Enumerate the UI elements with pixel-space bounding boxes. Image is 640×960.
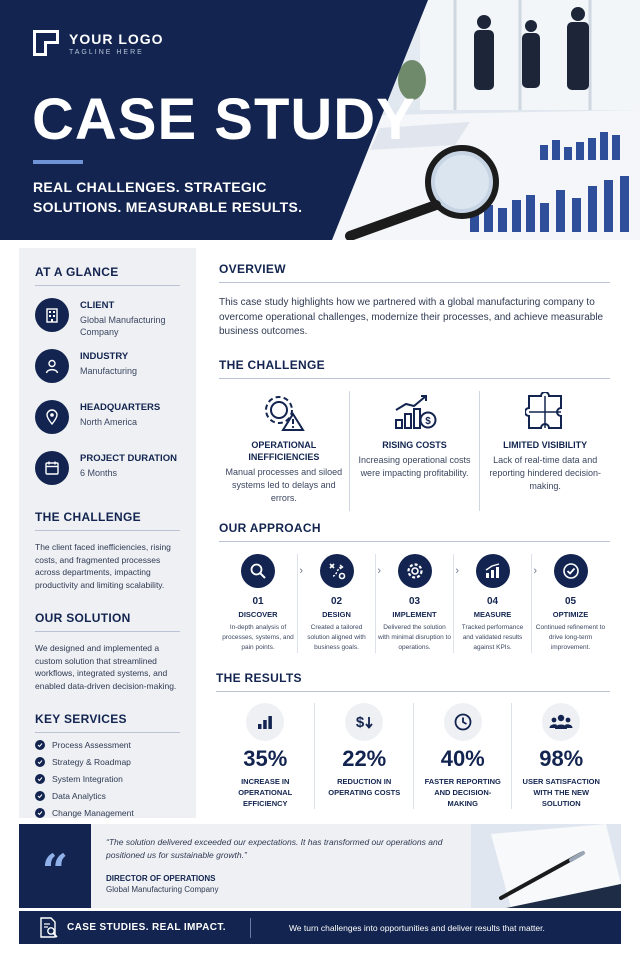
check-icon — [35, 808, 45, 818]
challenge-desc: Increasing operational costs were impacting profitability. — [358, 454, 471, 478]
logo-square-icon — [33, 30, 59, 56]
result-item — [314, 703, 413, 809]
notebook-pen-photo — [471, 824, 621, 908]
result-item — [216, 703, 314, 809]
result-label: INCREASE IN OPERATIONAL EFFICIENCY — [238, 776, 293, 808]
results-heading: THE RESULTS — [216, 671, 610, 692]
overview-text: This case study highlights how we partnered with a global manufacturing company to overcome operational challenges, modernize their processes, and achieve measurable business outcomes. — [219, 297, 604, 337]
approach-step — [375, 554, 459, 653]
clock-icon — [444, 703, 482, 741]
puzzle-icon — [486, 391, 604, 433]
service-label: Data Analytics — [52, 790, 106, 801]
approach-step — [531, 554, 609, 653]
person-icon — [35, 349, 69, 383]
glance-value: North America — [80, 417, 138, 427]
approach-step — [297, 554, 381, 653]
dollar-down-icon — [345, 703, 383, 741]
challenge-desc: Lack of real-time data and reporting hindered decision-making. — [489, 454, 601, 491]
glance-headquarters — [35, 399, 180, 439]
calendar-icon — [35, 451, 69, 485]
step-title: DISCOVER — [238, 609, 278, 619]
users-icon — [542, 703, 580, 741]
result-item — [413, 703, 512, 809]
title-accent-rule — [33, 160, 83, 164]
challenge-item — [479, 391, 610, 511]
sidebar-solution-heading: OUR SOLUTION — [35, 611, 180, 632]
page-title: CASE STUDY — [32, 87, 416, 152]
glance-value: Manufacturing — [80, 366, 138, 376]
approach-step — [453, 554, 537, 653]
service-item — [35, 807, 180, 818]
step-title: DESIGN — [322, 609, 351, 619]
quote-mark-icon: “ — [19, 824, 91, 908]
footer-bar — [19, 911, 621, 944]
main-content — [216, 262, 610, 809]
step-title: MEASURE — [473, 609, 512, 619]
service-label: Change Management — [52, 807, 134, 818]
check-circle-icon — [554, 554, 588, 588]
step-number: 02 — [330, 595, 343, 607]
step-desc: Tracked performance and validated results against KPIs. — [461, 623, 524, 651]
glance-client — [35, 297, 180, 337]
challenge-item — [219, 391, 349, 511]
step-desc: In-depth analysis of processes, systems, and pain points. — [222, 623, 294, 651]
location-pin-icon — [35, 400, 69, 434]
result-value: 40% — [440, 745, 485, 771]
building-icon — [35, 298, 69, 332]
challenge-title: LIMITED VISIBILITY — [503, 439, 588, 450]
logo-name: YOUR LOGO — [69, 30, 164, 47]
check-icon — [35, 740, 45, 750]
service-label: Process Assessment — [52, 739, 131, 750]
strategy-icon — [320, 554, 354, 588]
glance-value: Global Manufacturing Company — [80, 315, 166, 337]
results-list — [216, 703, 610, 809]
check-icon — [35, 774, 45, 784]
step-desc: Continued refinement to drive long-term improvement. — [535, 623, 606, 651]
sidebar-solution-text: We designed and implemented a custom solution that streamlined workflows, integrated systems, and enabled data-driven decision-making. — [35, 643, 177, 691]
sidebar-challenge-heading: THE CHALLENGE — [35, 510, 180, 531]
svg-text:$: $ — [424, 415, 431, 427]
step-number: 01 — [252, 595, 264, 607]
magnifier-icon — [241, 554, 275, 588]
bar-chart-icon — [246, 703, 284, 741]
step-title: IMPLEMENT — [392, 609, 437, 619]
challenge-heading: THE CHALLENGE — [219, 358, 610, 379]
approach-heading: OUR APPROACH — [219, 521, 610, 542]
gear-warning-icon — [225, 391, 343, 433]
result-value: 22% — [342, 745, 387, 771]
challenge-title: RISING COSTS — [382, 439, 447, 450]
testimonial-quote: “The solution delivered exceeded our expectations. It has transformed our operations and positioned us for sustainable growth.” — [106, 837, 443, 860]
result-item — [511, 703, 610, 809]
glance-label: HEADQUARTERS — [80, 402, 161, 413]
check-icon — [35, 791, 45, 801]
logo-tagline: TAGLINE HERE — [69, 48, 144, 56]
glance-duration — [35, 450, 180, 490]
step-number: 04 — [486, 595, 499, 607]
company-logo[interactable] — [33, 30, 164, 56]
service-item — [35, 773, 180, 784]
glance-industry — [35, 348, 180, 388]
chevron-right-icon: › — [533, 564, 537, 577]
challenge-list — [219, 391, 610, 511]
service-label: System Integration — [52, 773, 123, 784]
result-label: USER SATISFACTION WITH THE NEW SOLUTION — [522, 776, 600, 808]
glance-label: PROJECT DURATION — [80, 453, 177, 464]
glance-label: INDUSTRY — [80, 351, 129, 362]
svg-text:$: $ — [356, 713, 365, 731]
service-item — [35, 790, 180, 801]
step-title: OPTIMIZE — [552, 609, 589, 619]
result-label: FASTER REPORTING AND DECISION-MAKING — [424, 776, 501, 808]
service-label: Strategy & Roadmap — [52, 756, 131, 767]
header-banner — [0, 0, 640, 240]
approach-steps — [219, 554, 610, 653]
growth-chart-icon — [476, 554, 510, 588]
glance-heading: AT A GLANCE — [35, 265, 180, 286]
chevron-right-icon: › — [455, 564, 459, 577]
challenge-desc: Manual processes and siloed systems led to delays and errors. — [225, 466, 343, 503]
glance-value: 6 Months — [80, 468, 118, 478]
result-label: REDUCTION IN OPERATING COSTS — [328, 776, 401, 797]
chevron-right-icon: › — [377, 564, 381, 577]
check-icon — [35, 757, 45, 767]
key-services-heading: KEY SERVICES — [35, 712, 180, 733]
sidebar — [19, 248, 196, 818]
step-number: 05 — [564, 595, 577, 607]
footer-tagline: We turn challenges into opportunities and deliver results that matter. — [288, 922, 545, 933]
glance-label: CLIENT — [80, 300, 115, 311]
chevron-right-icon: › — [299, 564, 303, 577]
step-desc: Created a tailored solution aligned with business goals. — [307, 623, 366, 651]
challenge-title: OPERATIONAL INEFFICIENCIES — [248, 439, 320, 462]
overview-heading: OVERVIEW — [219, 262, 610, 283]
sidebar-challenge-text: The client faced inefficiencies, rising costs, and fragmented processes across departments, impacting productivity and limiting scalability. — [35, 542, 171, 590]
footer-title: CASE STUDIES. REAL IMPACT. — [67, 922, 226, 933]
challenge-item — [349, 391, 480, 511]
service-item — [35, 756, 180, 767]
step-number: 03 — [408, 595, 421, 607]
document-search-icon — [39, 917, 59, 939]
footer-divider — [250, 918, 251, 938]
page-subtitle: REAL CHALLENGES. STRATEGIC SOLUTIONS. MEASURABLE RESULTS. — [33, 179, 303, 215]
result-value: 98% — [539, 745, 584, 771]
cost-chart-icon — [356, 391, 474, 433]
service-item — [35, 739, 180, 750]
result-value: 35% — [243, 745, 288, 771]
approach-step — [219, 554, 303, 653]
testimonial-company: Global Manufacturing Company — [106, 885, 219, 894]
gear-icon — [398, 554, 432, 588]
testimonial-author: DIRECTOR OF OPERATIONS — [106, 874, 216, 883]
step-desc: Delivered the solution with minimal disruption to operations. — [378, 623, 451, 651]
testimonial — [19, 824, 621, 908]
